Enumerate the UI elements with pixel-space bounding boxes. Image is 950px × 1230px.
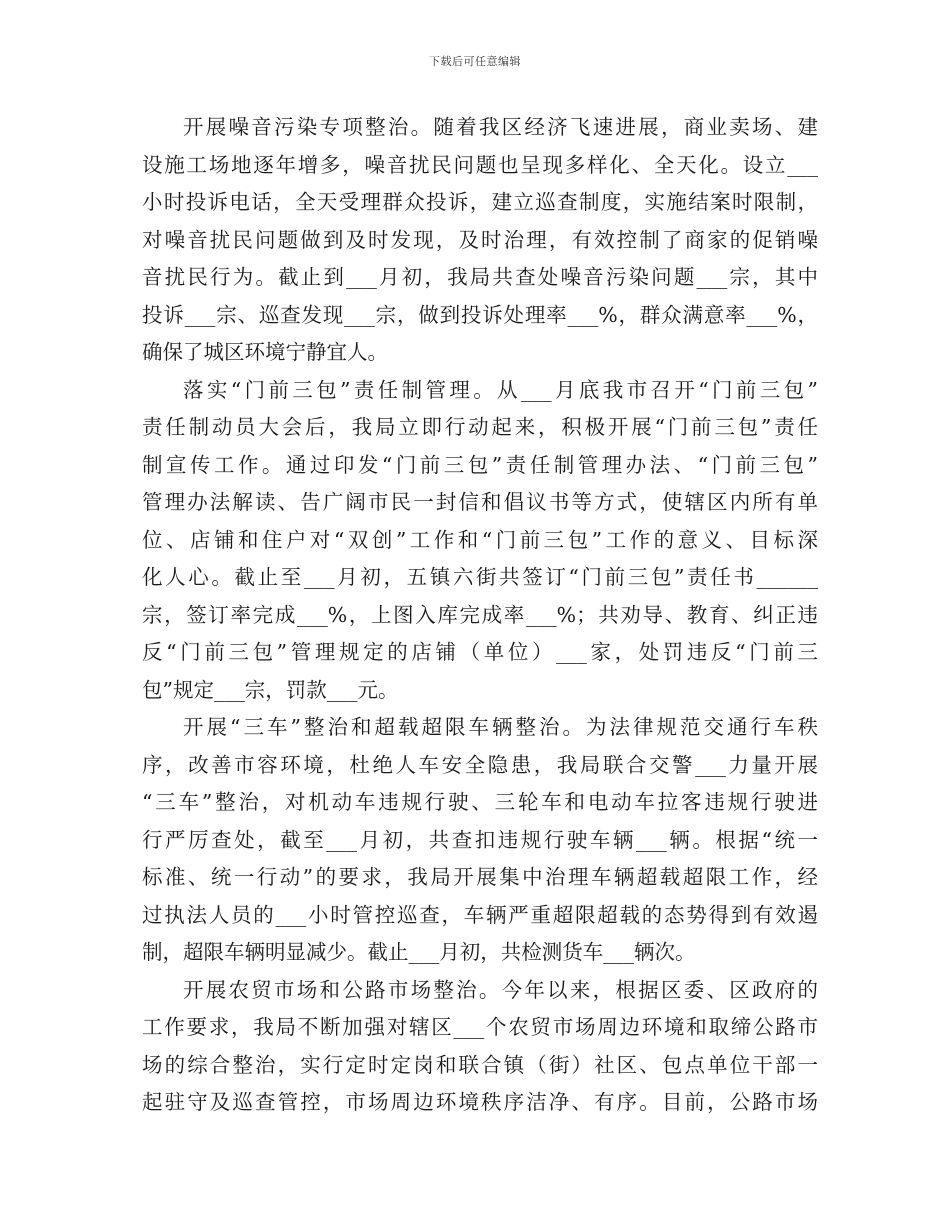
text-line: 起驻守及巡查管控，市场周边环境秩序洁净、有序。目前，公路市场 [142, 1090, 818, 1114]
document-body [142, 109, 818, 1122]
text-line: 过执法人员的___小时管控巡查，车辆严重超限超载的态势得到有效遏 [142, 902, 818, 927]
paragraph-door-front [142, 372, 818, 710]
text-line: 开展噪音污染专项整治。随着我区经济飞速进展，商业卖场、建 [183, 115, 818, 139]
text-line: 开展农贸市场和公路市场整治。今年以来，根据区委、区政府的 [183, 977, 818, 1002]
text-line: 包”规定___宗，罚款___元。 [142, 677, 399, 702]
text-line: “三车”整治，对机动车违规行驶、三轮车和电动车拉客违规行驶进 [142, 790, 818, 814]
text-line: 小时投诉电话，全天受理群众投诉，建立巡查制度，实施结案时限制， [142, 190, 818, 214]
text-line: 确保了城区环境宁静宜人。 [142, 340, 388, 364]
text-line: 标准、统一行动”的要求，我局开展集中治理车辆超载超限工作，经 [142, 865, 818, 889]
text-line: 宗，签订率完成___%，上图入库完成率___%；共劝导、教育、纠正违 [142, 602, 818, 627]
text-line: 场的综合整治，实行定时定岗和联合镇（街）社区、包点单位干部一 [142, 1052, 818, 1077]
text-line: 制宣传工作。通过印发“门前三包”责任制管理办法、“门前三包” [142, 452, 818, 477]
text-line: 落实“门前三包”责任制管理。从___月底我市召开“门前三包” [183, 377, 818, 402]
text-line: 序，改善市容环境，杜绝人车安全隐患，我局联合交警___力量开展 [142, 752, 818, 777]
text-line: 工作要求，我局不断加强对辖区___个农贸市场周边环境和取缔公路市 [142, 1015, 818, 1039]
text-line: 设施工场地逐年增多，噪音扰民问题也呈现多样化、全天化。设立___ [142, 152, 818, 177]
text-line: 行严厉查处，截至___月初，共查扣违规行驶车辆___辆。根据“统一 [142, 827, 818, 852]
text-line: 开展“三车”整治和超载超限车辆整治。为法律规范交通行车秩 [183, 715, 818, 739]
page-header: 下载后可任意编辑 [429, 55, 521, 68]
text-line: 管理办法解读、告广阔市民一封信和倡议书等方式，使辖区内所有单 [142, 490, 818, 514]
text-line: 责任制动员大会后，我局立即行动起来，积极开展“门前三包”责任 [142, 415, 818, 439]
paragraph-vehicle-control [142, 709, 818, 972]
text-line: 制，超限车辆明显减少。截止___月初，共检测货车___辆次。 [142, 940, 696, 964]
text-line: 音扰民行为。截止到___月初，我局共查处噪音污染问题___宗，其中 [142, 265, 818, 289]
paragraph-noise-control [142, 109, 818, 372]
text-line: 投诉___宗、巡查发现___宗，做到投诉处理率___%，群众满意率___%， [142, 302, 818, 327]
text-line: 对噪音扰民问题做到及时发现，及时治理，有效控制了商家的促销噪 [142, 227, 818, 252]
text-line: 化人心。截止至___月初，五镇六街共签订“门前三包”责任书______ [142, 565, 818, 589]
paragraph-market-control [142, 972, 818, 1122]
text-line: 反“门前三包”管理规定的店铺（单位）___家，处罚违反“门前三 [142, 640, 818, 664]
text-line: 位、店铺和住户对“双创”工作和“门前三包”工作的意义、目标深 [142, 527, 818, 552]
